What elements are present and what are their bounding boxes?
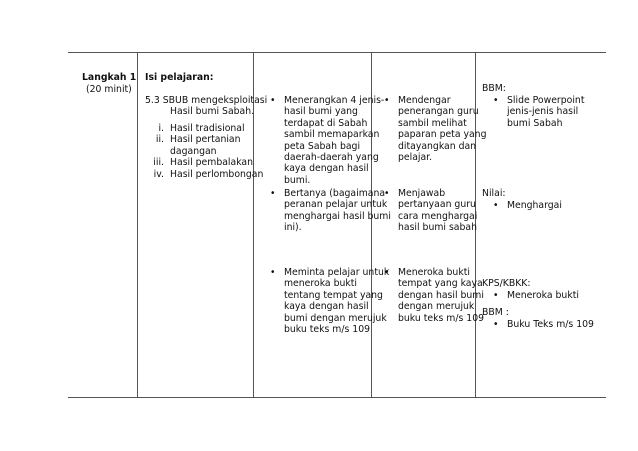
step-duration: (20 minit) <box>86 84 132 95</box>
list-item: ii. Hasil pertanian <box>155 134 241 146</box>
content-title: Isi pelajaran: <box>145 72 214 83</box>
teacher-activity-2: • Bertanya (bagaimana peranan pelajar untuk menghargai hasil bumi ini). <box>284 188 391 234</box>
topic-line-1: 5.3 SBUB mengeksploitasi <box>145 95 268 106</box>
bbm2-item: • Buku Teks m/s 109 <box>507 319 594 330</box>
bbm-label: BBM: <box>482 83 506 94</box>
content-item-list <box>153 123 264 180</box>
student-activity-2: • Menjawab pertanyaan guru cara menghargai hasil bumi sabah <box>398 188 477 234</box>
list-item-continuation: dagangan <box>170 145 217 157</box>
table-bottom-border <box>68 397 606 398</box>
bbm-item: • Slide Powerpoint jenis-jenis hasil bumi Sabah <box>507 95 584 129</box>
kps-kbkk-item: • Meneroka bukti <box>507 290 579 301</box>
step-title: Langkah 1 <box>82 72 137 83</box>
topic-line-2: Hasil bumi Sabah. <box>170 106 255 117</box>
bbm2-label: BBM : <box>482 307 509 318</box>
list-item: iv. Hasil perlombongan <box>153 168 264 180</box>
kps-kbkk-label: KPS/KBKK: <box>482 278 531 289</box>
teacher-activity-3: • Meminta pelajar untuk meneroka bukti tentang tempat yang kaya dengan hasil bumi dengan merujuk buku teks m/s 109 <box>284 267 389 335</box>
nilai-item: • Menghargai <box>507 200 562 211</box>
table-top-border <box>68 52 606 53</box>
column-divider-1 <box>137 52 138 398</box>
nilai-label: Nilai: <box>482 188 506 199</box>
student-activity-3: • Meneroka bukti tempat yang kaya dengan hasil bumi dengan merujuk buku teks m/s 109 <box>398 267 484 324</box>
list-item: i. Hasil tradisional <box>158 123 245 134</box>
student-activity-1: • Mendengar penerangan guru sambil melihat paparan peta yang ditayangkan dan pelajar. <box>398 95 486 163</box>
list-item: iii. Hasil pembalakan <box>153 157 254 169</box>
teacher-activity-1: • Menerangkan 4 jenis- hasil bumi yang terdapat di Sabah sambil memaparkan peta Sabah bagi daerah-daerah yang kaya dengan hasil bumi. <box>284 95 384 186</box>
